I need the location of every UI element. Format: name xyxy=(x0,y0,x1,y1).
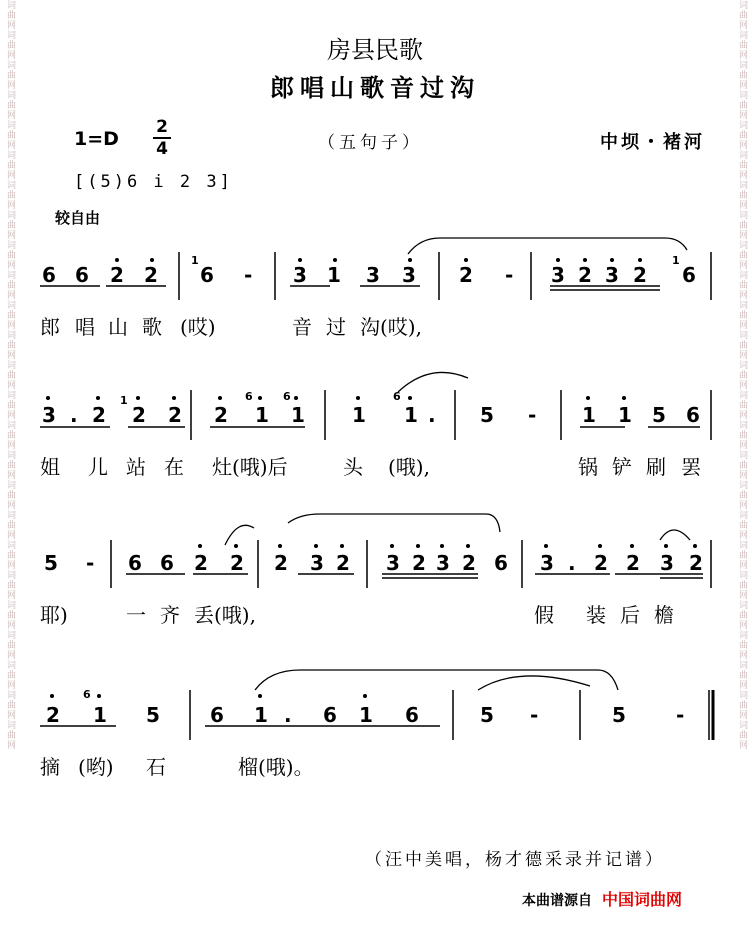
svg-text:2: 2 xyxy=(462,551,476,575)
region-label: 中坝・褚河 xyxy=(600,132,705,153)
svg-text:3: 3 xyxy=(605,263,619,287)
svg-text:1: 1 xyxy=(672,254,680,267)
svg-text:罢: 罢 xyxy=(681,455,701,479)
lyrics-row-4 xyxy=(40,755,314,779)
svg-text:2: 2 xyxy=(110,263,124,287)
svg-text:1: 1 xyxy=(291,403,305,427)
svg-text:2: 2 xyxy=(92,403,106,427)
svg-text:6: 6 xyxy=(686,403,700,427)
source-label: 本曲谱源自 xyxy=(522,893,592,909)
svg-text:歌: 歌 xyxy=(142,315,162,339)
form-label: （五句子） xyxy=(318,133,423,153)
svg-text:3: 3 xyxy=(436,551,450,575)
svg-text:6: 6 xyxy=(128,551,142,575)
svg-text:1: 1 xyxy=(327,263,341,287)
source-line xyxy=(522,887,682,910)
svg-text:1: 1 xyxy=(191,254,199,267)
svg-text:6: 6 xyxy=(200,263,214,287)
svg-text:2: 2 xyxy=(594,551,608,575)
svg-text:3: 3 xyxy=(366,263,380,287)
svg-text:1: 1 xyxy=(254,703,268,727)
title-song: 郎唱山歌音过沟 xyxy=(270,73,480,102)
svg-text:3: 3 xyxy=(551,263,565,287)
svg-text:1: 1 xyxy=(255,403,269,427)
svg-text:檐: 檐 xyxy=(654,603,674,627)
svg-text:1: 1 xyxy=(618,403,632,427)
intro-notation: [(5)6 i 2 3] xyxy=(74,172,233,192)
svg-text:2: 2 xyxy=(214,403,228,427)
svg-text:-: - xyxy=(505,263,514,287)
svg-text:音: 音 xyxy=(292,315,312,339)
note-row-2 xyxy=(42,390,700,427)
svg-text:2: 2 xyxy=(689,551,703,575)
svg-text:2: 2 xyxy=(132,403,146,427)
svg-text:1: 1 xyxy=(93,703,107,727)
svg-text:6: 6 xyxy=(682,263,696,287)
svg-text:2: 2 xyxy=(459,263,473,287)
svg-text:一: 一 xyxy=(126,603,146,627)
svg-text:1: 1 xyxy=(359,703,373,727)
source-site-link[interactable]: 中国词曲网 xyxy=(602,890,683,909)
svg-text:山: 山 xyxy=(108,315,128,339)
svg-text:姐: 姐 xyxy=(40,455,60,479)
svg-text:6: 6 xyxy=(75,263,89,287)
svg-text:6: 6 xyxy=(210,703,224,727)
svg-text:3: 3 xyxy=(386,551,400,575)
svg-text:过: 过 xyxy=(326,315,346,339)
svg-text:3: 3 xyxy=(293,263,307,287)
key-signature: 1=D xyxy=(74,128,119,150)
svg-text:.: . xyxy=(568,551,576,575)
svg-text:2: 2 xyxy=(168,403,182,427)
svg-text:耶): 耶) xyxy=(40,603,68,627)
svg-text:假: 假 xyxy=(534,603,554,627)
svg-text:唱: 唱 xyxy=(75,315,95,339)
svg-text:.: . xyxy=(284,703,292,727)
watermark-right: 词曲网词曲网词曲网词曲网词曲网词曲网词曲网词曲网词曲网词曲网词曲网词曲网词曲网词曲网词曲网词曲网词曲网词曲网词曲网词曲网词曲网词曲网词曲网词曲网词曲网 xyxy=(737,0,747,750)
svg-text:1: 1 xyxy=(404,403,418,427)
note-row-3 xyxy=(44,551,703,575)
svg-text:2: 2 xyxy=(144,263,158,287)
svg-text:5: 5 xyxy=(146,703,160,727)
svg-text:2: 2 xyxy=(274,551,288,575)
watermark-left: 词曲网词曲网词曲网词曲网词曲网词曲网词曲网词曲网词曲网词曲网词曲网词曲网词曲网词曲网词曲网词曲网词曲网词曲网词曲网词曲网词曲网词曲网词曲网词曲网词曲网 xyxy=(5,0,15,750)
svg-text:(哟): (哟) xyxy=(78,755,114,779)
svg-text:(哦),: (哦), xyxy=(388,455,430,479)
svg-text:6: 6 xyxy=(283,390,291,403)
svg-text:3: 3 xyxy=(402,263,416,287)
svg-text:6: 6 xyxy=(323,703,337,727)
svg-text:6: 6 xyxy=(160,551,174,575)
svg-text:3: 3 xyxy=(310,551,324,575)
svg-text:-: - xyxy=(530,703,539,727)
svg-text:石: 石 xyxy=(146,755,166,779)
svg-text:榴(哦)。: 榴(哦)。 xyxy=(238,755,314,779)
svg-text:3: 3 xyxy=(42,403,56,427)
svg-text:在: 在 xyxy=(164,455,184,479)
svg-text:6: 6 xyxy=(245,390,253,403)
svg-text:沟(哎),: 沟(哎), xyxy=(360,315,422,339)
meter-bottom: 4 xyxy=(156,139,168,159)
svg-text:2: 2 xyxy=(46,703,60,727)
svg-text:3: 3 xyxy=(540,551,554,575)
svg-text:1: 1 xyxy=(120,394,128,407)
svg-text:.: . xyxy=(70,403,78,427)
svg-text:站: 站 xyxy=(126,455,146,479)
svg-text:(哎): (哎) xyxy=(180,315,216,339)
svg-text:铲: 铲 xyxy=(612,455,632,479)
svg-text:2: 2 xyxy=(336,551,350,575)
svg-text:2: 2 xyxy=(626,551,640,575)
svg-text:-: - xyxy=(244,263,253,287)
svg-text:儿: 儿 xyxy=(88,455,108,479)
svg-text:2: 2 xyxy=(633,263,647,287)
svg-text:-: - xyxy=(86,551,95,575)
svg-text:灶(哦)后: 灶(哦)后 xyxy=(212,455,288,479)
svg-text:摘: 摘 xyxy=(40,755,60,779)
lyrics-row-3 xyxy=(40,603,674,627)
svg-text:2: 2 xyxy=(230,551,244,575)
svg-text:5: 5 xyxy=(480,703,494,727)
svg-text:齐: 齐 xyxy=(160,603,180,627)
tempo-marking: 较自由 xyxy=(55,209,101,227)
svg-text:1: 1 xyxy=(582,403,596,427)
note-row-4 xyxy=(46,688,684,727)
svg-text:2: 2 xyxy=(412,551,426,575)
svg-text:2: 2 xyxy=(578,263,592,287)
svg-text:5: 5 xyxy=(612,703,626,727)
svg-text:-: - xyxy=(528,403,537,427)
svg-text:5: 5 xyxy=(652,403,666,427)
svg-text:5: 5 xyxy=(480,403,494,427)
svg-text:6: 6 xyxy=(42,263,56,287)
credit-line: （汪中美唱，杨才德采录并记谱） xyxy=(365,850,665,870)
lyrics-row-1 xyxy=(40,315,422,339)
svg-text:装: 装 xyxy=(586,603,606,627)
svg-text:2: 2 xyxy=(194,551,208,575)
svg-text:6: 6 xyxy=(405,703,419,727)
svg-text:.: . xyxy=(428,403,436,427)
svg-text:6: 6 xyxy=(393,390,401,403)
svg-text:锅: 锅 xyxy=(578,455,598,479)
svg-text:1: 1 xyxy=(352,403,366,427)
svg-text:6: 6 xyxy=(494,551,508,575)
svg-text:3: 3 xyxy=(660,551,674,575)
title-main: 房县民歌 xyxy=(327,36,423,64)
underlines xyxy=(40,286,703,726)
svg-text:6: 6 xyxy=(83,688,91,701)
svg-text:头: 头 xyxy=(343,455,363,479)
svg-text:5: 5 xyxy=(44,551,58,575)
svg-text:丢(哦),: 丢(哦), xyxy=(194,603,256,627)
svg-text:后: 后 xyxy=(620,603,640,627)
svg-text:-: - xyxy=(676,703,685,727)
svg-text:刷: 刷 xyxy=(646,455,666,479)
note-row-1 xyxy=(42,254,696,287)
meter-top: 2 xyxy=(156,117,168,137)
svg-text:郎: 郎 xyxy=(40,315,60,339)
lyrics-row-2 xyxy=(40,455,701,479)
